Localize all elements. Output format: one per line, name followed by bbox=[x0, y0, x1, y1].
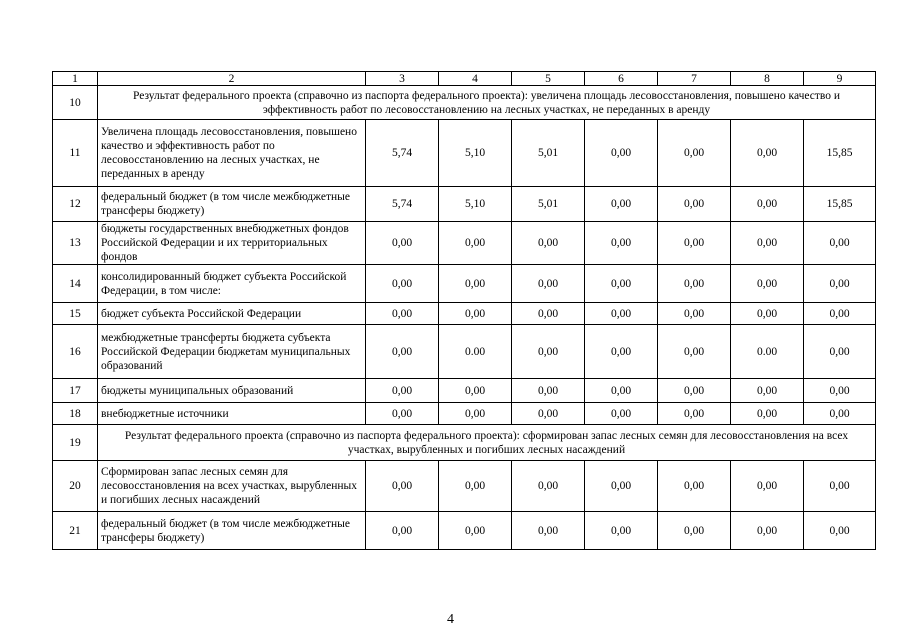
value-cell: 5,74 bbox=[366, 187, 439, 222]
value-cell: 0,00 bbox=[658, 265, 731, 303]
section-row bbox=[53, 425, 876, 461]
value-cell: 0,00 bbox=[512, 222, 585, 265]
row-number: 18 bbox=[53, 403, 98, 425]
row-number: 16 bbox=[53, 325, 98, 379]
row-number: 19 bbox=[53, 425, 98, 461]
header-cell: 5 bbox=[512, 72, 585, 86]
value-cell: 0,00 bbox=[804, 325, 876, 379]
row-description: бюджеты муниципальных образований bbox=[98, 379, 366, 403]
value-cell: 0,00 bbox=[439, 512, 512, 550]
table-row bbox=[53, 403, 876, 425]
value-cell: 0,00 bbox=[585, 403, 658, 425]
row-description: консолидированный бюджет субъекта Российской Федерации, в том числе: bbox=[98, 265, 366, 303]
value-cell: 0,00 bbox=[512, 325, 585, 379]
row-number: 20 bbox=[53, 461, 98, 512]
table-row bbox=[53, 265, 876, 303]
value-cell: 0,00 bbox=[731, 303, 804, 325]
value-cell: 0,00 bbox=[731, 265, 804, 303]
table-row bbox=[53, 325, 876, 379]
table-row bbox=[53, 187, 876, 222]
header-cell: 6 bbox=[585, 72, 658, 86]
value-cell: 0,00 bbox=[366, 512, 439, 550]
value-cell: 0,00 bbox=[439, 379, 512, 403]
value-cell: 0,00 bbox=[512, 403, 585, 425]
value-cell: 5,74 bbox=[366, 120, 439, 187]
value-cell: 0,00 bbox=[366, 222, 439, 265]
value-cell: 0,00 bbox=[658, 222, 731, 265]
value-cell: 0,00 bbox=[512, 265, 585, 303]
value-cell: 0,00 bbox=[658, 461, 731, 512]
table-body bbox=[53, 72, 876, 550]
header-cell: 3 bbox=[366, 72, 439, 86]
header-row bbox=[53, 72, 876, 86]
value-cell: 5,01 bbox=[512, 187, 585, 222]
table-row bbox=[53, 512, 876, 550]
row-description: межбюджетные трансферты бюджета субъекта Российской Федерации бюджетам муниципальных образований bbox=[98, 325, 366, 379]
budget-table bbox=[52, 71, 876, 550]
value-cell: 15,85 bbox=[804, 187, 876, 222]
row-description: Сформирован запас лесных семян для лесовосстановления на всех участках, вырубленных и погибших лесных насаждений bbox=[98, 461, 366, 512]
value-cell: 0,00 bbox=[658, 379, 731, 403]
value-cell: 0,00 bbox=[585, 120, 658, 187]
row-number: 14 bbox=[53, 265, 98, 303]
value-cell: 0,00 bbox=[366, 379, 439, 403]
value-cell: 0,00 bbox=[731, 120, 804, 187]
value-cell: 0,00 bbox=[439, 222, 512, 265]
page-number: 4 bbox=[447, 612, 454, 627]
value-cell: 0,00 bbox=[804, 379, 876, 403]
value-cell: 0,00 bbox=[585, 222, 658, 265]
row-description: федеральный бюджет (в том числе межбюджетные трансферы бюджету) bbox=[98, 187, 366, 222]
value-cell: 0,00 bbox=[512, 379, 585, 403]
table-row bbox=[53, 222, 876, 265]
value-cell: 0,00 bbox=[585, 187, 658, 222]
table-row bbox=[53, 461, 876, 512]
value-cell: 15,85 bbox=[804, 120, 876, 187]
row-number: 17 bbox=[53, 379, 98, 403]
value-cell: 0,00 bbox=[658, 187, 731, 222]
row-description: внебюджетные источники bbox=[98, 403, 366, 425]
section-row bbox=[53, 86, 876, 120]
value-cell: 0,00 bbox=[731, 379, 804, 403]
row-number: 12 bbox=[53, 187, 98, 222]
value-cell: 0,00 bbox=[658, 403, 731, 425]
value-cell: 5,10 bbox=[439, 187, 512, 222]
header-cell: 4 bbox=[439, 72, 512, 86]
header-cell: 2 bbox=[98, 72, 366, 86]
value-cell: 0,00 bbox=[366, 325, 439, 379]
value-cell: 0,00 bbox=[804, 265, 876, 303]
row-number: 11 bbox=[53, 120, 98, 187]
value-cell: 0,00 bbox=[658, 325, 731, 379]
value-cell: 0,00 bbox=[439, 265, 512, 303]
row-number: 10 bbox=[53, 86, 98, 120]
value-cell: 0,00 bbox=[585, 265, 658, 303]
row-number: 13 bbox=[53, 222, 98, 265]
value-cell: 0,00 bbox=[585, 379, 658, 403]
value-cell: 0,00 bbox=[366, 461, 439, 512]
value-cell: 0,00 bbox=[585, 512, 658, 550]
value-cell: 0,00 bbox=[804, 461, 876, 512]
value-cell: 0,00 bbox=[585, 461, 658, 512]
value-cell: 0,00 bbox=[439, 461, 512, 512]
value-cell: 0,00 bbox=[731, 512, 804, 550]
value-cell: 0,00 bbox=[585, 303, 658, 325]
value-cell: 0,00 bbox=[366, 403, 439, 425]
table-row bbox=[53, 303, 876, 325]
value-cell: 0.00 bbox=[731, 325, 804, 379]
value-cell: 5,01 bbox=[512, 120, 585, 187]
value-cell: 0,00 bbox=[731, 187, 804, 222]
row-description: бюджет субъекта Российской Федерации bbox=[98, 303, 366, 325]
row-description: бюджеты государственных внебюджетных фондов Российской Федерации и их территориальных фондов bbox=[98, 222, 366, 265]
row-description: Увеличена площадь лесовосстановления, повышено качество и эффективность работ по лесовосстановлению на лесных участках, не переданных в аренду bbox=[98, 120, 366, 187]
value-cell: 0,00 bbox=[804, 222, 876, 265]
value-cell: 0,00 bbox=[512, 461, 585, 512]
row-number: 21 bbox=[53, 512, 98, 550]
value-cell: 0,00 bbox=[804, 303, 876, 325]
value-cell: 0,00 bbox=[731, 461, 804, 512]
header-cell: 9 bbox=[804, 72, 876, 86]
value-cell: 0,00 bbox=[731, 403, 804, 425]
value-cell: 0,00 bbox=[731, 222, 804, 265]
value-cell: 0.00 bbox=[439, 325, 512, 379]
value-cell: 0,00 bbox=[658, 303, 731, 325]
value-cell: 0,00 bbox=[585, 325, 658, 379]
value-cell: 0,00 bbox=[658, 120, 731, 187]
table-row bbox=[53, 379, 876, 403]
value-cell: 5,10 bbox=[439, 120, 512, 187]
value-cell: 0,00 bbox=[439, 303, 512, 325]
value-cell: 0,00 bbox=[658, 512, 731, 550]
value-cell: 0,00 bbox=[366, 303, 439, 325]
value-cell: 0,00 bbox=[512, 512, 585, 550]
value-cell: 0,00 bbox=[366, 265, 439, 303]
table-row bbox=[53, 120, 876, 187]
row-number: 15 bbox=[53, 303, 98, 325]
value-cell: 0,00 bbox=[439, 403, 512, 425]
value-cell: 0,00 bbox=[804, 403, 876, 425]
row-description: федеральный бюджет (в том числе межбюджетные трансферы бюджету) bbox=[98, 512, 366, 550]
header-cell: 8 bbox=[731, 72, 804, 86]
value-cell: 0,00 bbox=[804, 512, 876, 550]
section-title: Результат федерального проекта (справочно из паспорта федерального проекта): сформирован запас лесных семян для лесовосстановления на всех участках, вырубленных и погибших лесных насаждений bbox=[98, 425, 876, 461]
section-title: Результат федерального проекта (справочно из паспорта федерального проекта): увеличена площадь лесовосстановления, повышено качество и эффективность работ по лесовосстановлению на лесных участках, не переданных в аренду bbox=[98, 86, 876, 120]
value-cell: 0,00 bbox=[512, 303, 585, 325]
header-cell: 7 bbox=[658, 72, 731, 86]
header-cell: 1 bbox=[53, 72, 98, 86]
